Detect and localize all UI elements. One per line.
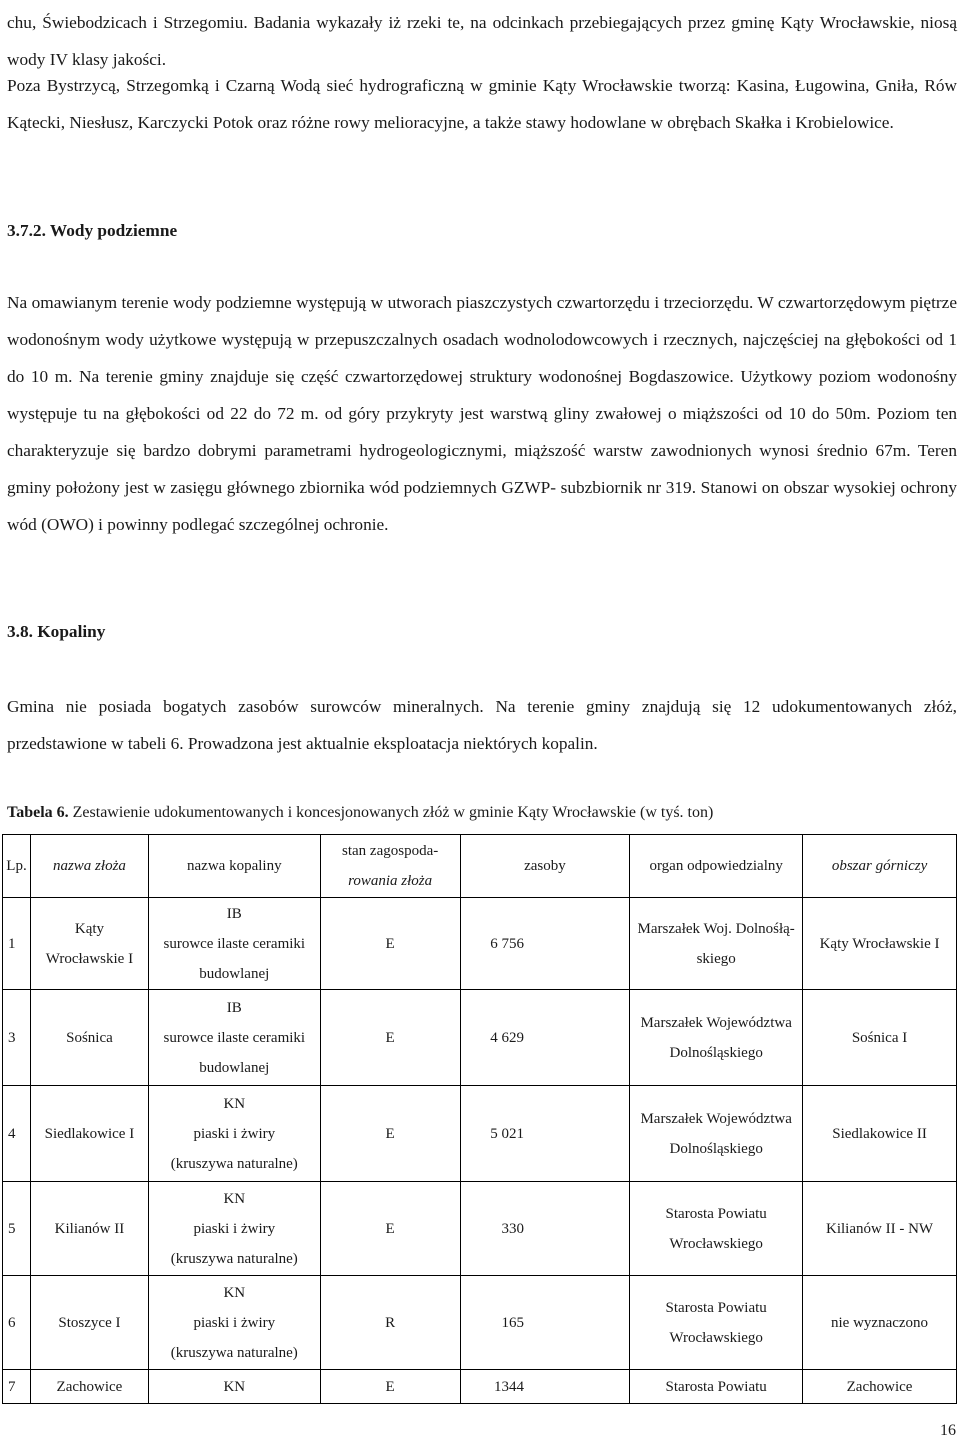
cell-mineral-line: (kruszywa naturalne) (170, 1344, 298, 1361)
cell-authority-line: Wrocławskiego (669, 1329, 763, 1346)
table-row (3, 990, 957, 1086)
cell-resources: 1344 (460, 1370, 526, 1404)
header-mineral-name: nazwa kopaliny (148, 835, 320, 898)
cell-mineral-line: IB (226, 905, 242, 922)
cell-mining-area: Siedlakowice II (803, 1086, 957, 1182)
cell-lp: 1 (3, 898, 31, 990)
cell-state: E (320, 990, 460, 1086)
header-deposit-name: nazwa złoża (30, 835, 148, 898)
cell-resources-spacer (526, 1276, 630, 1370)
cell-state: E (320, 1086, 460, 1182)
cell-mineral-line: (kruszywa naturalne) (170, 1155, 298, 1172)
cell-mineral-line: piaski i żwiry (193, 1220, 276, 1237)
cell-authority-line: Marszałek Województwa (640, 1110, 792, 1127)
cell-deposit-name (30, 1182, 148, 1276)
cell-mineral-line: piaski i żwiry (193, 1125, 276, 1142)
cell-deposit-name (30, 1276, 148, 1370)
cell-deposit-name-line: Stoszyce I (58, 1314, 121, 1331)
cell-mineral (148, 1276, 320, 1370)
cell-resources-spacer (526, 1370, 630, 1404)
cell-mineral (148, 1370, 320, 1404)
cell-mineral-line: IB (226, 999, 242, 1016)
cell-mining-area: Kilianów II - NW (803, 1182, 957, 1276)
cell-mineral-line: budowlanej (199, 1059, 270, 1076)
cell-mineral (148, 1182, 320, 1276)
cell-state: R (320, 1276, 460, 1370)
cell-deposit-name-line: Kąty (74, 920, 105, 937)
cell-authority (630, 1182, 803, 1276)
cell-authority (630, 990, 803, 1086)
cell-resources-spacer (526, 1182, 630, 1276)
cell-deposit-name-line: Kilianów II (54, 1220, 125, 1237)
cell-lp: 5 (3, 1182, 31, 1276)
cell-lp: 7 (3, 1370, 31, 1404)
cell-mineral (148, 1086, 320, 1182)
cell-authority (630, 898, 803, 990)
cell-resources: 330 (460, 1182, 526, 1276)
cell-resources: 4 629 (460, 990, 526, 1086)
cell-authority-line: Marszałek Woj. Dolnośłą- (637, 920, 795, 937)
cell-authority-line: Dolnośląskiego (669, 1140, 763, 1157)
cell-authority (630, 1370, 803, 1404)
table-body (3, 898, 957, 1404)
table-row (3, 1276, 957, 1370)
cell-authority-line: Marszałek Województwa (640, 1014, 792, 1031)
header-resources: zasoby (460, 835, 630, 898)
cell-mining-area: Kąty Wrocławskie I (803, 898, 957, 990)
cell-mining-area: Zachowice (803, 1370, 957, 1404)
cell-authority-line: Starosta Powiatu (665, 1205, 767, 1222)
table-row (3, 1370, 957, 1404)
cell-resources: 5 021 (460, 1086, 526, 1182)
cell-mining-area: nie wyznaczono (803, 1276, 957, 1370)
header-development-state-line1: stan zagospoda- (342, 843, 439, 859)
header-development-state (320, 835, 460, 898)
cell-resources-spacer (526, 990, 630, 1086)
cell-resources: 165 (460, 1276, 526, 1370)
table-row (3, 1182, 957, 1276)
cell-deposit-name (30, 1370, 148, 1404)
cell-mineral-line: budowlanej (199, 965, 270, 982)
cell-resources-spacer (526, 1086, 630, 1182)
cell-mineral-line: KN (223, 1378, 246, 1395)
table-row (3, 898, 957, 990)
table-caption-text: Zestawienie udokumentowanych i koncesjonowanych złóż w gminie Kąty Wrocławskie (w tyś. ton) (68, 804, 714, 821)
cell-authority (630, 1086, 803, 1182)
cell-lp: 6 (3, 1276, 31, 1370)
cell-mineral-line: (kruszywa naturalne) (170, 1250, 298, 1267)
cell-mineral-line: KN (223, 1095, 246, 1112)
table-row (3, 1086, 957, 1182)
cell-resources: 6 756 (460, 898, 526, 990)
table-caption-label: Tabela 6. (7, 804, 69, 821)
header-responsible-authority: organ odpowiedzialny (630, 835, 803, 898)
cell-authority-line: skiego (696, 950, 736, 967)
header-lp: Lp. (3, 835, 31, 898)
cell-lp: 4 (3, 1086, 31, 1182)
cell-mineral-line: piaski i żwiry (193, 1314, 276, 1331)
cell-deposit-name (30, 990, 148, 1086)
deposits-table (2, 834, 957, 1404)
cell-state: E (320, 898, 460, 990)
cell-authority (630, 1276, 803, 1370)
cell-mineral (148, 990, 320, 1086)
header-development-state-line2: rowania złoża (348, 873, 433, 889)
cell-mineral (148, 898, 320, 990)
cell-lp: 3 (3, 990, 31, 1086)
cell-deposit-name (30, 1086, 148, 1182)
section-heading-minerals: 3.8. Kopaliny (7, 622, 106, 641)
cell-state: E (320, 1370, 460, 1404)
table-header-row (3, 835, 957, 898)
cell-authority-line: Starosta Powiatu (665, 1378, 767, 1395)
paragraph-groundwater: Na omawianym terenie wody podziemne występują w utworach piaszczystych czwartorzędu i trzeciorzędu. W czwartorzędowym piętrze wodonośnym wody użytkowe występują w przepuszczalnych osadach wodnolodowcowych i rzecznych, najczęściej na głębokości od 1 do 10 m. Na terenie gminy znajduje się część czwartorzędowej struktury wodonośnej Bogdaszowice. Użytkowy poziom wodonośny występuje tu na głębokości od 22 do 72 m. od góry przykryty jest warstwą gliny zwałowej o miąższości od 10 do 50m. Poziom ten charakteryzuje się bardzo dobrymi parametrami hydrogeologicznymi, miąższość warstw zawodnionych wynosi średnio 67m. Teren gminy położony jest w zasięgu głównego zbiornika wód podziemnych GZWP- subzbiornik nr 319. Stanowi on obszar wysokiej ochrony wód (OWO) i powinny podlegać szczególnej ochronie. (7, 293, 957, 534)
cell-deposit-name-line: Siedlakowice I (44, 1125, 135, 1142)
page-number: 16 (940, 1422, 956, 1439)
cell-mineral-line: surowce ilaste ceramiki (163, 935, 306, 952)
cell-authority-line: Starosta Powiatu (665, 1299, 767, 1316)
cell-deposit-name (30, 898, 148, 990)
paragraph-rivers-quality: chu, Świebodzicach i Strzegomiu. Badania wykazały iż rzeki te, na odcinkach przebiegających przez gminę Kąty Wrocławskie, niosą wody IV klasy jakości. (7, 13, 957, 69)
cell-deposit-name-line: Zachowice (56, 1378, 123, 1395)
cell-state: E (320, 1182, 460, 1276)
cell-resources-spacer (526, 898, 630, 990)
cell-mineral-line: surowce ilaste ceramiki (163, 1029, 306, 1046)
cell-deposit-name-line: Sośnica (66, 1029, 113, 1046)
cell-mineral-line: KN (223, 1284, 246, 1301)
paragraph-hydrographic-network: Poza Bystrzycą, Strzegomką i Czarną Wodą sieć hydrograficzną w gminie Kąty Wrocławskie tworzą: Kasina, Ługowina, Gniła, Rów Kątecki, Niesłusz, Karczycki Potok oraz różne rowy melioracyjne, a także stawy hodowlane w obrębach Skałka i Krobielowice. (7, 76, 957, 132)
cell-mining-area: Sośnica I (803, 990, 957, 1086)
cell-authority-line: Wrocławskiego (669, 1235, 763, 1252)
cell-deposit-name-line: Wrocławskie I (45, 950, 134, 967)
cell-mineral-line: KN (223, 1190, 246, 1207)
header-mining-area: obszar górniczy (803, 835, 957, 898)
paragraph-minerals: Gmina nie posiada bogatych zasobów surowców mineralnych. Na terenie gminy znajdują się 12 udokumentowanych złóż, przedstawione w tabeli 6. Prowadzona jest aktualnie eksploatacja niektórych kopalin. (7, 697, 957, 753)
section-heading-groundwater: 3.7.2. Wody podziemne (7, 221, 178, 240)
cell-authority-line: Dolnośląskiego (669, 1044, 763, 1061)
table-caption (7, 804, 713, 822)
